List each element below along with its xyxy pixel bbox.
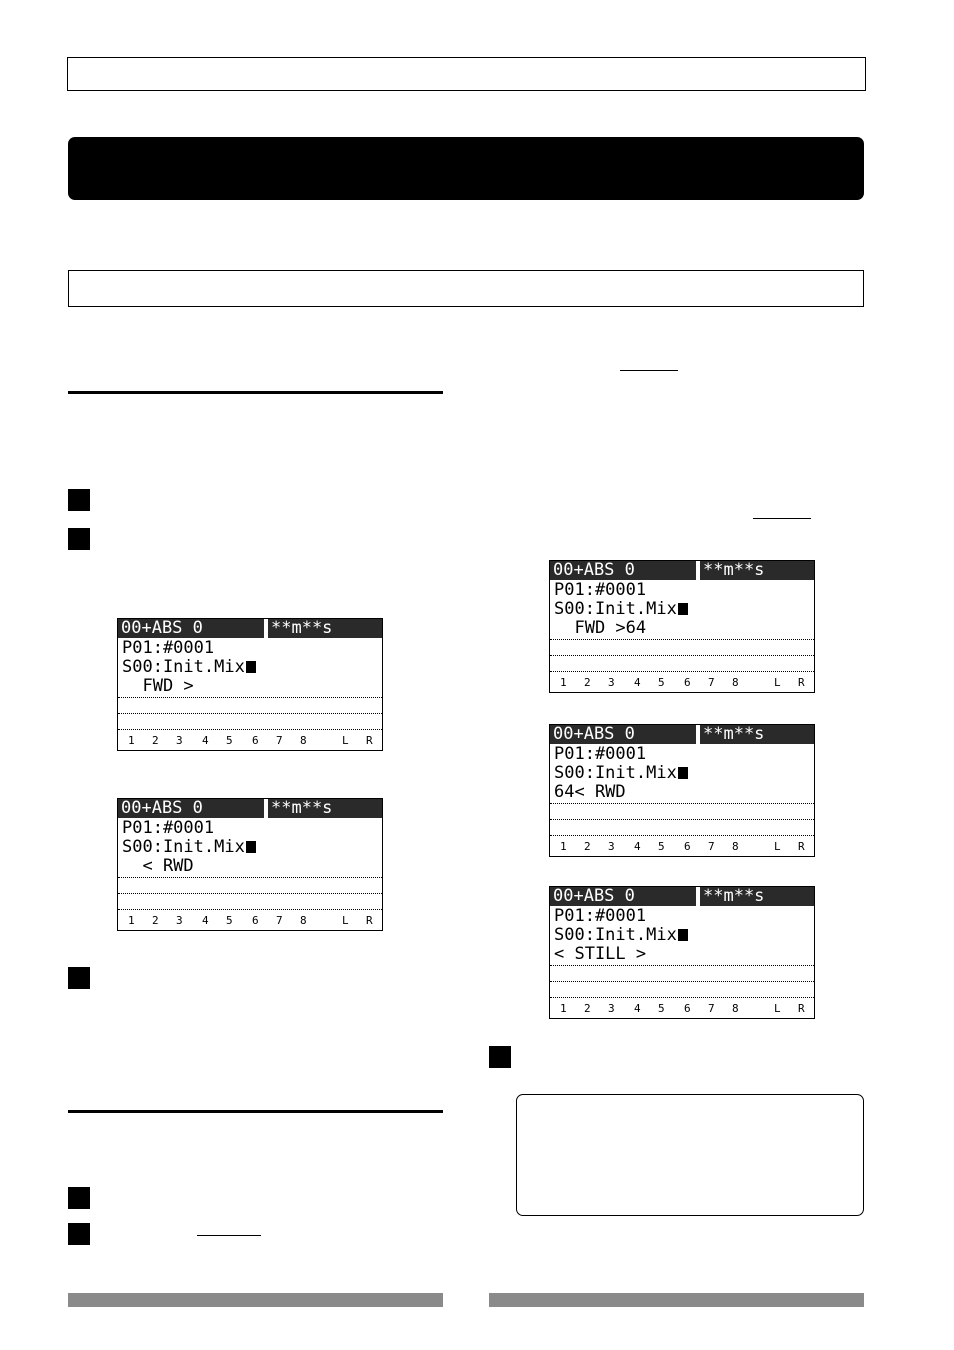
meter-label-6: 6 bbox=[252, 914, 259, 927]
meter-label-5: 5 bbox=[658, 676, 665, 689]
step-marker-2 bbox=[68, 528, 90, 550]
meter-label-4: 4 bbox=[202, 914, 209, 927]
meter-label-l: L bbox=[774, 840, 781, 853]
subsection-frame bbox=[68, 270, 864, 307]
meter-label-l: L bbox=[342, 914, 349, 927]
meter-label-7: 7 bbox=[276, 734, 283, 747]
meter-label-r: R bbox=[798, 1002, 805, 1015]
meter-label-2: 2 bbox=[152, 914, 159, 927]
meter-label-l: L bbox=[774, 1002, 781, 1015]
meter-label-7: 7 bbox=[276, 914, 283, 927]
section-rule-1 bbox=[68, 391, 443, 394]
meter-label-8: 8 bbox=[300, 914, 307, 927]
meter-label-3: 3 bbox=[608, 840, 615, 853]
lcd-header-left: 00+ABS 0 bbox=[550, 561, 696, 580]
lcd-line-1: P01:#0001 bbox=[554, 580, 647, 600]
step-marker-2b bbox=[68, 1223, 90, 1245]
meter-scale bbox=[118, 912, 382, 929]
meter-label-5: 5 bbox=[658, 840, 665, 853]
meter-label-5: 5 bbox=[226, 914, 233, 927]
edit-marker-icon bbox=[246, 841, 256, 853]
meter-label-4: 4 bbox=[634, 676, 641, 689]
meter-label-6: 6 bbox=[684, 1002, 691, 1015]
meter-label-6: 6 bbox=[684, 840, 691, 853]
lcd-line-3: < RWD bbox=[122, 856, 194, 876]
meter-scale bbox=[550, 674, 814, 691]
edit-marker-icon bbox=[678, 603, 688, 615]
lcd-header-right: **m**s bbox=[268, 619, 382, 638]
meter-label-1: 1 bbox=[560, 840, 567, 853]
section-title-bar bbox=[68, 137, 864, 200]
step-marker-1 bbox=[68, 489, 90, 511]
meter-label-6: 6 bbox=[684, 676, 691, 689]
footer-bar-left bbox=[68, 1293, 443, 1307]
meter-label-3: 3 bbox=[608, 1002, 615, 1015]
lcd-line-3: FWD > bbox=[122, 676, 194, 696]
meter-label-3: 3 bbox=[176, 734, 183, 747]
lcd-header-left: 00+ABS 0 bbox=[550, 725, 696, 744]
lcd-line-2: S00:Init.Mix bbox=[122, 658, 256, 677]
lcd-line-2: S00:Init.Mix bbox=[554, 600, 688, 619]
lcd-line-2: S00:Init.Mix bbox=[554, 764, 688, 783]
footer-bar-right bbox=[489, 1293, 864, 1307]
lcd-panel-rwd64 bbox=[549, 724, 815, 857]
meter-label-r: R bbox=[798, 840, 805, 853]
meter-label-8: 8 bbox=[732, 676, 739, 689]
meter-label-2: 2 bbox=[584, 840, 591, 853]
lcd-line-2: S00:Init.Mix bbox=[122, 838, 256, 857]
meter-label-l: L bbox=[774, 676, 781, 689]
meter-label-3: 3 bbox=[176, 914, 183, 927]
lcd-header-left: 00+ABS 0 bbox=[550, 887, 696, 906]
lcd-panel-fwd bbox=[117, 618, 383, 751]
meter-label-3: 3 bbox=[608, 676, 615, 689]
lcd-line-1: P01:#0001 bbox=[554, 744, 647, 764]
meter-label-l: L bbox=[342, 734, 349, 747]
meter-scale bbox=[550, 1000, 814, 1017]
edit-marker-icon bbox=[678, 929, 688, 941]
meter-label-2: 2 bbox=[152, 734, 159, 747]
meter-label-1: 1 bbox=[128, 914, 135, 927]
meter-label-r: R bbox=[798, 676, 805, 689]
lcd-header-right: **m**s bbox=[700, 887, 814, 906]
meter-label-1: 1 bbox=[560, 1002, 567, 1015]
meter-label-r: R bbox=[366, 914, 373, 927]
meter-label-4: 4 bbox=[202, 734, 209, 747]
step-marker-4 bbox=[489, 1046, 511, 1068]
step-marker-3 bbox=[68, 967, 90, 989]
meter-label-7: 7 bbox=[708, 840, 715, 853]
meter-scale bbox=[550, 838, 814, 855]
meter-label-6: 6 bbox=[252, 734, 259, 747]
lcd-panel-still bbox=[549, 886, 815, 1019]
lcd-line-1: P01:#0001 bbox=[122, 638, 215, 658]
step-marker-1b bbox=[68, 1187, 90, 1209]
lcd-line-3: 64< RWD bbox=[554, 782, 626, 802]
lcd-line-1: P01:#0001 bbox=[122, 818, 215, 838]
lcd-header-left: 00+ABS 0 bbox=[118, 619, 264, 638]
lcd-panel-fwd64 bbox=[549, 560, 815, 693]
meter-label-1: 1 bbox=[128, 734, 135, 747]
meter-label-1: 1 bbox=[560, 676, 567, 689]
meter-label-8: 8 bbox=[300, 734, 307, 747]
edit-marker-icon bbox=[246, 661, 256, 673]
header-frame bbox=[67, 57, 866, 91]
meter-label-4: 4 bbox=[634, 1002, 641, 1015]
underline-1 bbox=[620, 370, 678, 371]
edit-marker-icon bbox=[678, 767, 688, 779]
lcd-header-left: 00+ABS 0 bbox=[118, 799, 264, 818]
lcd-header-right: **m**s bbox=[700, 725, 814, 744]
lcd-line-3: FWD >64 bbox=[554, 618, 647, 638]
underline-3 bbox=[197, 1235, 261, 1236]
lcd-header-right: **m**s bbox=[268, 799, 382, 818]
meter-label-7: 7 bbox=[708, 676, 715, 689]
meter-label-2: 2 bbox=[584, 1002, 591, 1015]
meter-label-2: 2 bbox=[584, 676, 591, 689]
lcd-line-2: S00:Init.Mix bbox=[554, 926, 688, 945]
lcd-line-3: < STILL > bbox=[554, 944, 647, 964]
meter-label-4: 4 bbox=[634, 840, 641, 853]
underline-2 bbox=[753, 518, 811, 519]
meter-label-5: 5 bbox=[658, 1002, 665, 1015]
meter-label-r: R bbox=[366, 734, 373, 747]
meter-label-8: 8 bbox=[732, 1002, 739, 1015]
meter-label-5: 5 bbox=[226, 734, 233, 747]
lcd-header-right: **m**s bbox=[700, 561, 814, 580]
note-box bbox=[516, 1094, 864, 1216]
lcd-panel-rwd bbox=[117, 798, 383, 931]
meter-label-7: 7 bbox=[708, 1002, 715, 1015]
lcd-line-1: P01:#0001 bbox=[554, 906, 647, 926]
meter-label-8: 8 bbox=[732, 840, 739, 853]
section-rule-2 bbox=[68, 1110, 443, 1113]
meter-scale bbox=[118, 732, 382, 749]
